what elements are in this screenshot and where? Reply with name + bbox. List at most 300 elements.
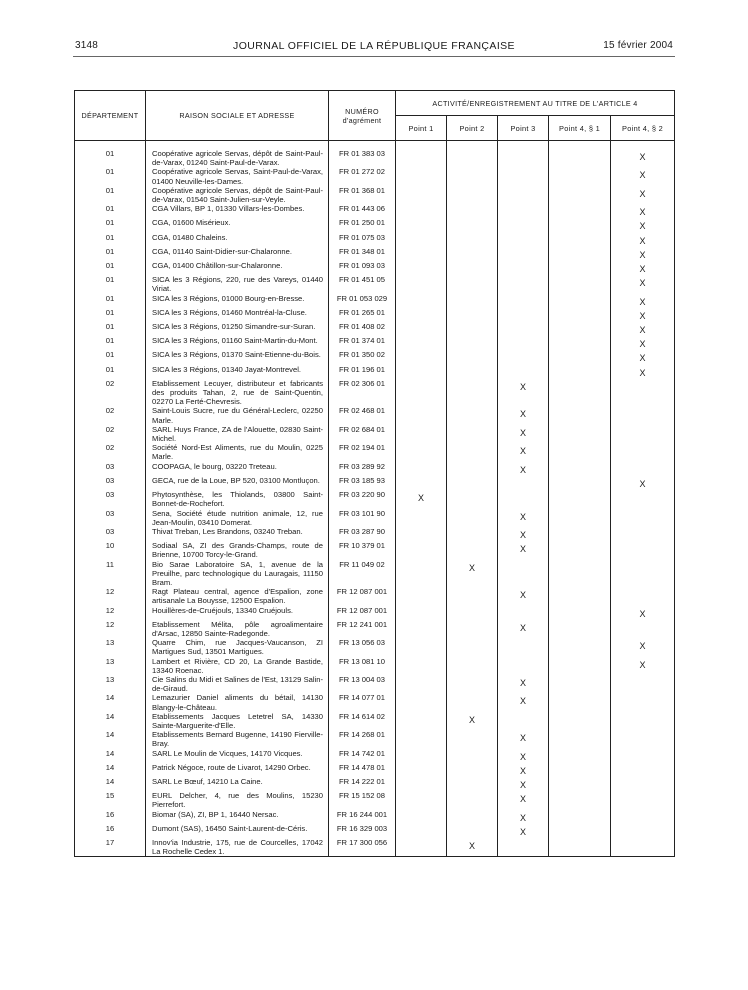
point-cell [611, 204, 675, 218]
check-mark: X [519, 529, 526, 540]
point-cell [447, 365, 498, 379]
table-row [75, 379, 675, 407]
departement-cell: 15 [75, 791, 146, 809]
point-cell [396, 693, 447, 711]
point-cell [549, 527, 611, 541]
point-cell [611, 541, 675, 559]
point-cell [549, 186, 611, 204]
point-cell [396, 824, 447, 838]
point-cell [396, 509, 447, 527]
issue-date: 15 février 2004 [603, 40, 673, 51]
point-cell [498, 810, 549, 824]
point-cell [611, 425, 675, 443]
point-cell [611, 838, 675, 857]
departement-cell: 01 [75, 141, 146, 168]
page-number: 3148 [75, 40, 99, 51]
point-cell [498, 791, 549, 809]
raison-sociale-cell: SARL Le Bœuf, 14210 La Caine. [146, 777, 329, 791]
point-cell [396, 476, 447, 490]
departement-cell: 02 [75, 379, 146, 407]
point-cell [396, 167, 447, 185]
point-cell [611, 275, 675, 293]
raison-sociale-cell: Lemazurier Daniel aliments du bétail, 14130 Blangy-le-Château. [146, 693, 329, 711]
table-row [75, 693, 675, 711]
point-cell [549, 791, 611, 809]
point-cell [498, 462, 549, 476]
departement-cell: 01 [75, 275, 146, 293]
departement-cell: 02 [75, 406, 146, 424]
point-cell [498, 443, 549, 461]
departement-cell: 01 [75, 322, 146, 336]
check-mark: X [519, 511, 526, 522]
point-cell [447, 509, 498, 527]
table-row [75, 509, 675, 527]
table-row [75, 675, 675, 693]
departement-cell: 13 [75, 657, 146, 675]
check-mark: X [639, 170, 646, 181]
check-mark: X [519, 751, 526, 762]
col-header-point-3: Point 3 [498, 116, 549, 141]
numero-agrement-cell: FR 01 250 01 [329, 218, 396, 232]
raison-sociale-cell: CGA, 01480 Chaleins. [146, 233, 329, 247]
numero-agrement-cell: FR 16 244 001 [329, 810, 396, 824]
point-cell [447, 167, 498, 185]
point-cell [549, 247, 611, 261]
point-cell [549, 336, 611, 350]
point-cell [396, 712, 447, 730]
table-row [75, 620, 675, 638]
table-row [75, 763, 675, 777]
table-row [75, 730, 675, 748]
point-cell [498, 638, 549, 656]
point-cell [447, 462, 498, 476]
numero-agrement-cell: FR 03 220 90 [329, 490, 396, 508]
check-mark: X [468, 841, 475, 851]
departement-cell: 12 [75, 606, 146, 620]
point-cell [498, 350, 549, 364]
check-mark: X [519, 427, 526, 438]
point-cell [611, 657, 675, 675]
point-cell [498, 308, 549, 322]
point-cell [498, 693, 549, 711]
numero-agrement-cell: FR 01 451 05 [329, 275, 396, 293]
point-cell [611, 824, 675, 838]
point-cell [396, 379, 447, 407]
check-mark: X [519, 696, 526, 707]
point-cell [549, 476, 611, 490]
numero-agrement-cell: FR 01 272 02 [329, 167, 396, 185]
point-cell [447, 247, 498, 261]
point-cell [447, 657, 498, 675]
point-cell [611, 509, 675, 527]
check-mark: X [639, 641, 646, 652]
departement-cell: 01 [75, 294, 146, 308]
point-cell [396, 425, 447, 443]
check-mark: X [639, 152, 646, 162]
raison-sociale-cell: Innov'ia Industrie, 175, rue de Courcelles, 17042 La Rochelle Cedex 1. [146, 838, 329, 857]
check-mark: X [519, 794, 526, 805]
point-cell [549, 749, 611, 763]
table-row [75, 261, 675, 275]
numero-agrement-cell: FR 14 478 01 [329, 763, 396, 777]
point-cell [498, 204, 549, 218]
raison-sociale-cell: Phytosynthèse, les Thiolands, 03800 Saint-Bonnet-de-Rochefort. [146, 490, 329, 508]
departement-cell: 13 [75, 675, 146, 693]
raison-sociale-cell: Coopérative agricole Servas, Saint-Paul-de-Varax, 01400 Neuville-les-Dames. [146, 167, 329, 185]
point-cell [447, 141, 498, 168]
point-cell [447, 261, 498, 275]
point-cell [447, 527, 498, 541]
point-cell [549, 675, 611, 693]
raison-sociale-cell: Cie Salins du Midi et Salines de l'Est, 13129 Salin-de-Giraud. [146, 675, 329, 693]
point-cell [447, 425, 498, 443]
table-row [75, 294, 675, 308]
raison-sociale-cell: Etablissements Jacques Letetrel SA, 14330 Sainte-Marguerite-d'Elle. [146, 712, 329, 730]
point-cell [447, 824, 498, 838]
point-cell [549, 350, 611, 364]
point-cell [549, 425, 611, 443]
numero-agrement-cell: FR 01 348 01 [329, 247, 396, 261]
point-cell [447, 560, 498, 588]
numero-agrement-cell: FR 01 374 01 [329, 336, 396, 350]
point-cell [396, 749, 447, 763]
departement-cell: 01 [75, 336, 146, 350]
point-cell [611, 587, 675, 605]
check-mark: X [639, 296, 646, 307]
check-mark: X [639, 235, 646, 246]
point-cell [611, 712, 675, 730]
departement-cell: 14 [75, 712, 146, 730]
departement-cell: 01 [75, 233, 146, 247]
point-cell [549, 490, 611, 508]
numero-agrement-cell: FR 02 684 01 [329, 425, 396, 443]
point-cell [611, 218, 675, 232]
point-cell [549, 204, 611, 218]
point-cell [447, 294, 498, 308]
point-cell [549, 379, 611, 407]
point-cell [498, 294, 549, 308]
numero-agrement-cell: FR 01 350 02 [329, 350, 396, 364]
check-mark: X [639, 325, 646, 336]
point-cell [498, 620, 549, 638]
point-cell [549, 657, 611, 675]
check-mark: X [519, 446, 526, 457]
raison-sociale-cell: SARL Huys France, ZA de l'Alouette, 02830 Saint-Michel. [146, 425, 329, 443]
point-cell [549, 560, 611, 588]
point-cell [447, 322, 498, 336]
numero-agrement-cell: FR 14 222 01 [329, 777, 396, 791]
numero-agrement-cell: FR 16 329 003 [329, 824, 396, 838]
point-cell [498, 712, 549, 730]
point-cell [396, 275, 447, 293]
point-cell [611, 379, 675, 407]
point-cell [396, 365, 447, 379]
departement-cell: 01 [75, 167, 146, 185]
numero-agrement-cell: FR 01 368 01 [329, 186, 396, 204]
point-cell [611, 693, 675, 711]
point-cell [549, 541, 611, 559]
point-cell [396, 294, 447, 308]
point-cell [549, 693, 611, 711]
numero-agrement-cell: FR 12 087 001 [329, 606, 396, 620]
point-cell [396, 336, 447, 350]
numero-agrement-cell: FR 01 075 03 [329, 233, 396, 247]
point-cell [447, 406, 498, 424]
point-cell [396, 322, 447, 336]
check-mark: X [519, 544, 526, 555]
point-cell [498, 824, 549, 838]
point-cell [396, 443, 447, 461]
numero-agrement-cell: FR 13 004 03 [329, 675, 396, 693]
point-cell [611, 336, 675, 350]
point-cell [447, 218, 498, 232]
point-cell [498, 167, 549, 185]
departement-cell: 03 [75, 476, 146, 490]
point-cell [396, 527, 447, 541]
table-row [75, 233, 675, 247]
check-mark: X [639, 207, 646, 218]
point-cell [498, 186, 549, 204]
point-cell [396, 247, 447, 261]
point-cell [498, 379, 549, 407]
raison-sociale-cell: Quarre Chim, rue Jacques-Vaucanson, ZI Martigues Sud, 13501 Martigues. [146, 638, 329, 656]
numero-agrement-cell: FR 03 287 90 [329, 527, 396, 541]
numero-agrement-cell: FR 12 087 001 [329, 587, 396, 605]
table-row [75, 275, 675, 293]
point-cell [611, 247, 675, 261]
departement-cell: 01 [75, 350, 146, 364]
point-cell [549, 294, 611, 308]
point-cell [549, 443, 611, 461]
point-cell [447, 730, 498, 748]
departement-cell: 02 [75, 425, 146, 443]
raison-sociale-cell: Etablissement Lecuyer, distributeur et fabricants des produits Tahan, 2, rue de Saint-Quentin, 02270 La Ferté-Chevresis. [146, 379, 329, 407]
point-cell [611, 560, 675, 588]
point-cell [549, 308, 611, 322]
numero-agrement-cell: FR 01 408 02 [329, 322, 396, 336]
raison-sociale-cell: Thivat Treban, Les Brandons, 03240 Treban. [146, 527, 329, 541]
agreement-table [74, 90, 675, 857]
point-cell [549, 406, 611, 424]
table-row [75, 308, 675, 322]
check-mark: X [519, 812, 526, 823]
numero-agrement-cell: FR 02 468 01 [329, 406, 396, 424]
check-mark: X [639, 339, 646, 350]
departement-cell: 01 [75, 261, 146, 275]
raison-sociale-cell: Biomar (SA), ZI, BP 1, 16440 Nersac. [146, 810, 329, 824]
table-row [75, 490, 675, 508]
check-mark: X [519, 826, 526, 837]
point-cell [549, 824, 611, 838]
raison-sociale-cell: GECA, rue de la Loue, BP 520, 03100 Montluçon. [146, 476, 329, 490]
numero-agrement-cell: FR 10 379 01 [329, 541, 396, 559]
point-cell [549, 712, 611, 730]
point-cell [396, 308, 447, 322]
point-cell [447, 791, 498, 809]
point-cell [549, 218, 611, 232]
numero-agrement-cell: FR 03 185 93 [329, 476, 396, 490]
table-row [75, 443, 675, 461]
departement-cell: 03 [75, 509, 146, 527]
point-cell [611, 749, 675, 763]
check-mark: X [639, 221, 646, 232]
point-cell [447, 443, 498, 461]
departement-cell: 02 [75, 443, 146, 461]
raison-sociale-cell: SARL Le Moulin de Vicques, 14170 Vicques. [146, 749, 329, 763]
table-row [75, 749, 675, 763]
point-cell [498, 527, 549, 541]
point-cell [611, 777, 675, 791]
point-cell [549, 233, 611, 247]
point-cell [611, 365, 675, 379]
header-rule [73, 56, 675, 57]
point-cell [396, 638, 447, 656]
raison-sociale-cell: SICA les 3 Régions, 220, rue des Vareys, 01440 Viriat. [146, 275, 329, 293]
raison-sociale-cell: CGA, 01140 Saint-Didier-sur-Chalaronne. [146, 247, 329, 261]
numero-agrement-cell: FR 13 081 10 [329, 657, 396, 675]
numero-agrement-cell: FR 01 443 06 [329, 204, 396, 218]
point-cell [549, 638, 611, 656]
point-cell [549, 620, 611, 638]
table-row [75, 365, 675, 379]
point-cell [396, 810, 447, 824]
point-cell [611, 462, 675, 476]
point-cell [396, 541, 447, 559]
col-header-raison-sociale: RAISON SOCIALE ET ADRESSE [146, 91, 329, 141]
check-mark: X [639, 264, 646, 275]
point-cell [498, 336, 549, 350]
table-row [75, 218, 675, 232]
col-header-point-4-2: Point 4, § 2 [611, 116, 675, 141]
raison-sociale-cell: Société Nord-Est Aliments, rue du Moulin, 0225 Marle. [146, 443, 329, 461]
point-cell [396, 462, 447, 476]
check-mark: X [639, 310, 646, 321]
point-cell [498, 218, 549, 232]
point-cell [549, 509, 611, 527]
departement-cell: 03 [75, 490, 146, 508]
table-row [75, 141, 675, 168]
table-row [75, 824, 675, 838]
table-row [75, 541, 675, 559]
point-cell [396, 657, 447, 675]
check-mark: X [639, 188, 646, 199]
check-mark: X [417, 493, 424, 504]
point-cell [498, 141, 549, 168]
point-cell [549, 275, 611, 293]
point-cell [498, 777, 549, 791]
point-cell [498, 606, 549, 620]
raison-sociale-cell: SICA les 3 Régions, 01460 Montréal-la-Cluse. [146, 308, 329, 322]
raison-sociale-cell: Ragt Plateau central, agence d'Espalion, zone artisanale La Bouysse, 12500 Espalion. [146, 587, 329, 605]
raison-sociale-cell: SICA les 3 Régions, 01160 Saint-Martin-du-Mont. [146, 336, 329, 350]
point-cell [611, 675, 675, 693]
point-cell [549, 730, 611, 748]
departement-cell: 10 [75, 541, 146, 559]
raison-sociale-cell: Lambert et Rivière, CD 20, La Grande Bastide, 13340 Roenac. [146, 657, 329, 675]
point-cell [447, 275, 498, 293]
table-row [75, 810, 675, 824]
raison-sociale-cell: Dumont (SAS), 16450 Saint-Laurent-de-Céris. [146, 824, 329, 838]
point-cell [447, 350, 498, 364]
point-cell [447, 379, 498, 407]
departement-cell: 01 [75, 365, 146, 379]
point-cell [498, 322, 549, 336]
point-cell [447, 204, 498, 218]
check-mark: X [468, 562, 475, 573]
table-row [75, 560, 675, 588]
table-row [75, 638, 675, 656]
point-cell [447, 749, 498, 763]
point-cell [611, 186, 675, 204]
point-cell [396, 350, 447, 364]
point-cell [396, 606, 447, 620]
departement-cell: 12 [75, 620, 146, 638]
check-mark: X [519, 733, 526, 744]
point-cell [549, 763, 611, 777]
point-cell [447, 308, 498, 322]
departement-cell: 12 [75, 587, 146, 605]
departement-cell: 01 [75, 218, 146, 232]
numero-agrement-cell: FR 14 077 01 [329, 693, 396, 711]
point-cell [447, 712, 498, 730]
numero-agrement-cell: FR 14 742 01 [329, 749, 396, 763]
departement-cell: 01 [75, 247, 146, 261]
check-mark: X [519, 622, 526, 633]
col-header-point-4-1: Point 4, § 1 [549, 116, 611, 141]
raison-sociale-cell: SICA les 3 Régions, 01000 Bourg-en-Bresse. [146, 294, 329, 308]
point-cell [611, 141, 675, 168]
departement-cell: 16 [75, 810, 146, 824]
table-row [75, 791, 675, 809]
point-cell [498, 657, 549, 675]
point-cell [611, 763, 675, 777]
raison-sociale-cell: SICA les 3 Régions, 01250 Simandre-sur-Suran. [146, 322, 329, 336]
check-mark: X [519, 765, 526, 776]
numero-agrement-cell: FR 02 306 01 [329, 379, 396, 407]
departement-cell: 01 [75, 204, 146, 218]
point-cell [447, 587, 498, 605]
point-cell [447, 638, 498, 656]
point-cell [396, 406, 447, 424]
point-cell [447, 675, 498, 693]
point-cell [611, 261, 675, 275]
departement-cell: 01 [75, 308, 146, 322]
raison-sociale-cell: SICA les 3 Régions, 01340 Jayat-Montrevel. [146, 365, 329, 379]
numero-agrement-cell: FR 13 056 03 [329, 638, 396, 656]
point-cell [396, 620, 447, 638]
departement-cell: 17 [75, 838, 146, 857]
numero-agrement-cell: FR 14 268 01 [329, 730, 396, 748]
point-cell [611, 406, 675, 424]
point-cell [498, 365, 549, 379]
point-cell [611, 476, 675, 490]
table-row [75, 838, 675, 857]
raison-sociale-cell: Saint-Louis Sucre, rue du Général-Leclerc, 02250 Marle. [146, 406, 329, 424]
point-cell [447, 763, 498, 777]
point-cell [396, 763, 447, 777]
point-cell [396, 218, 447, 232]
col-header-activite: ACTIVITÉ/ENREGISTREMENT AU TITRE DE L'ARTICLE 4 [396, 91, 675, 116]
point-cell [447, 838, 498, 857]
point-cell [396, 490, 447, 508]
point-cell [396, 141, 447, 168]
point-cell [549, 141, 611, 168]
raison-sociale-cell: Patrick Négoce, route de Livarot, 14290 Orbec. [146, 763, 329, 777]
departement-cell: 03 [75, 527, 146, 541]
table-row [75, 186, 675, 204]
point-cell [396, 233, 447, 247]
numero-agrement-cell: FR 01 196 01 [329, 365, 396, 379]
